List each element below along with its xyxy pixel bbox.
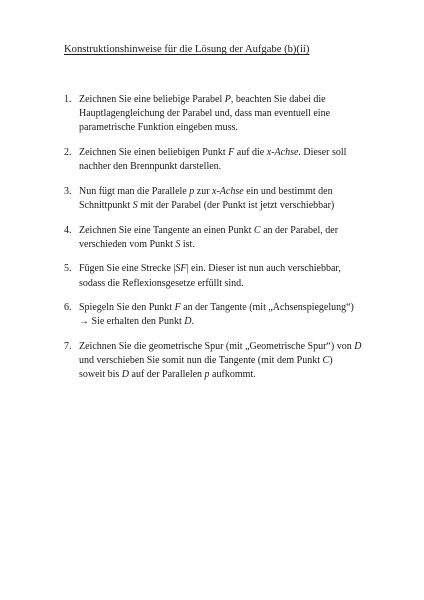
step-text-line	[79, 160, 384, 174]
step-number: 4.	[64, 224, 72, 236]
math-symbol: p	[204, 369, 210, 381]
step-text: ist.	[180, 238, 195, 250]
document-heading: Konstruktionshinweise für die Lösung der Aufgabe (b)(ii)	[64, 44, 310, 55]
step-text: Zeichnen Sie einen beliebigen Punkt	[79, 147, 229, 158]
step-text: ein und bestimmt den	[243, 185, 333, 197]
step-text-line	[79, 93, 384, 107]
math-symbol: D	[184, 316, 192, 328]
step-text: → Sie erhalten den Punkt	[79, 316, 185, 328]
step-text: Spiegeln Sie den Punkt	[79, 302, 175, 314]
step-text: mit der Parabel (der Punkt ist jetzt verschiebbar)	[137, 200, 335, 211]
step-text: Hauptlagengleichung der Parabel und, dass man eventuell eine	[79, 108, 331, 120]
step-text-line	[79, 368, 384, 382]
step-text-line	[79, 224, 384, 238]
step-text-line	[79, 340, 384, 354]
math-symbol: D	[121, 369, 130, 381]
list-item	[64, 262, 384, 290]
math-symbol: SF	[175, 263, 187, 275]
math-symbol: C	[253, 224, 261, 236]
step-text-line	[79, 315, 384, 329]
math-symbol: D	[354, 340, 362, 352]
math-symbol: P	[224, 94, 231, 105]
construction-steps-list	[64, 93, 384, 393]
math-symbol: p	[189, 185, 195, 197]
math-symbol: F	[174, 302, 181, 314]
step-text-line	[79, 146, 384, 160]
step-text: aufkommt.	[209, 369, 256, 381]
step-text: , beachten Sie dabei die	[230, 94, 326, 105]
step-number: 6.	[64, 302, 72, 314]
list-item	[64, 224, 384, 252]
step-text-line	[79, 301, 384, 315]
math-symbol: S	[175, 238, 181, 250]
step-text: parametrische Funktion eingeben muss.	[79, 122, 238, 134]
step-text: . Dieser soll	[298, 147, 347, 158]
step-text: soweit bis	[79, 369, 122, 381]
step-text: Schnittpunkt	[79, 200, 133, 211]
list-item	[64, 185, 384, 213]
step-number: 3.	[64, 185, 72, 197]
math-symbol: S	[132, 200, 138, 211]
step-text: sodass die Reflexionsgesetze erfüllt sind.	[79, 277, 244, 289]
step-text: Zeichnen Sie eine Tangente an einen Punkt	[79, 224, 254, 236]
step-text-line	[79, 121, 384, 135]
step-text-line	[79, 262, 384, 276]
step-text: nachher den Brennpunkt darstellen.	[79, 161, 222, 173]
math-symbol: x-Achse	[266, 147, 299, 158]
step-number: 5.	[64, 263, 72, 275]
step-text: Fügen Sie eine Strecke |	[79, 263, 176, 275]
list-item	[64, 93, 384, 136]
step-text-line	[79, 277, 384, 291]
list-item	[64, 146, 384, 174]
step-number: 1.	[64, 94, 72, 105]
list-item	[64, 301, 384, 329]
step-text-line	[79, 238, 384, 252]
step-text: Nun fügt man die Parallele	[79, 185, 190, 197]
step-text: )	[329, 355, 333, 367]
math-symbol: C	[322, 355, 330, 367]
step-text: verschieden vom Punkt	[79, 238, 176, 250]
math-symbol: x-Achse	[212, 185, 244, 197]
step-text: auf die	[234, 147, 267, 158]
step-number: 7.	[64, 340, 72, 352]
step-text: an der Parabel, der	[260, 224, 339, 236]
step-text-line	[79, 185, 384, 199]
step-text: Zeichnen Sie die geometrische Spur (mit „Geometrische Spur“) von	[79, 340, 355, 352]
step-text-line	[79, 199, 384, 213]
step-text: .	[191, 316, 194, 328]
step-text-line	[79, 354, 384, 368]
step-number: 2.	[64, 147, 72, 158]
math-symbol: F	[228, 147, 235, 158]
step-text: an der Tangente (mit „Achsenspiegelung“)	[180, 302, 354, 314]
step-text: zur	[194, 185, 213, 197]
step-text-line	[79, 107, 384, 121]
step-text: Zeichnen Sie eine beliebige Parabel	[79, 94, 225, 105]
step-text: | ein. Dieser ist nun auch verschiebbar,	[186, 263, 341, 275]
list-item	[64, 340, 384, 383]
step-text: auf der Parallelen	[129, 369, 205, 381]
step-text: und verschieben Sie somit nun die Tangente (mit dem Punkt	[79, 355, 323, 367]
